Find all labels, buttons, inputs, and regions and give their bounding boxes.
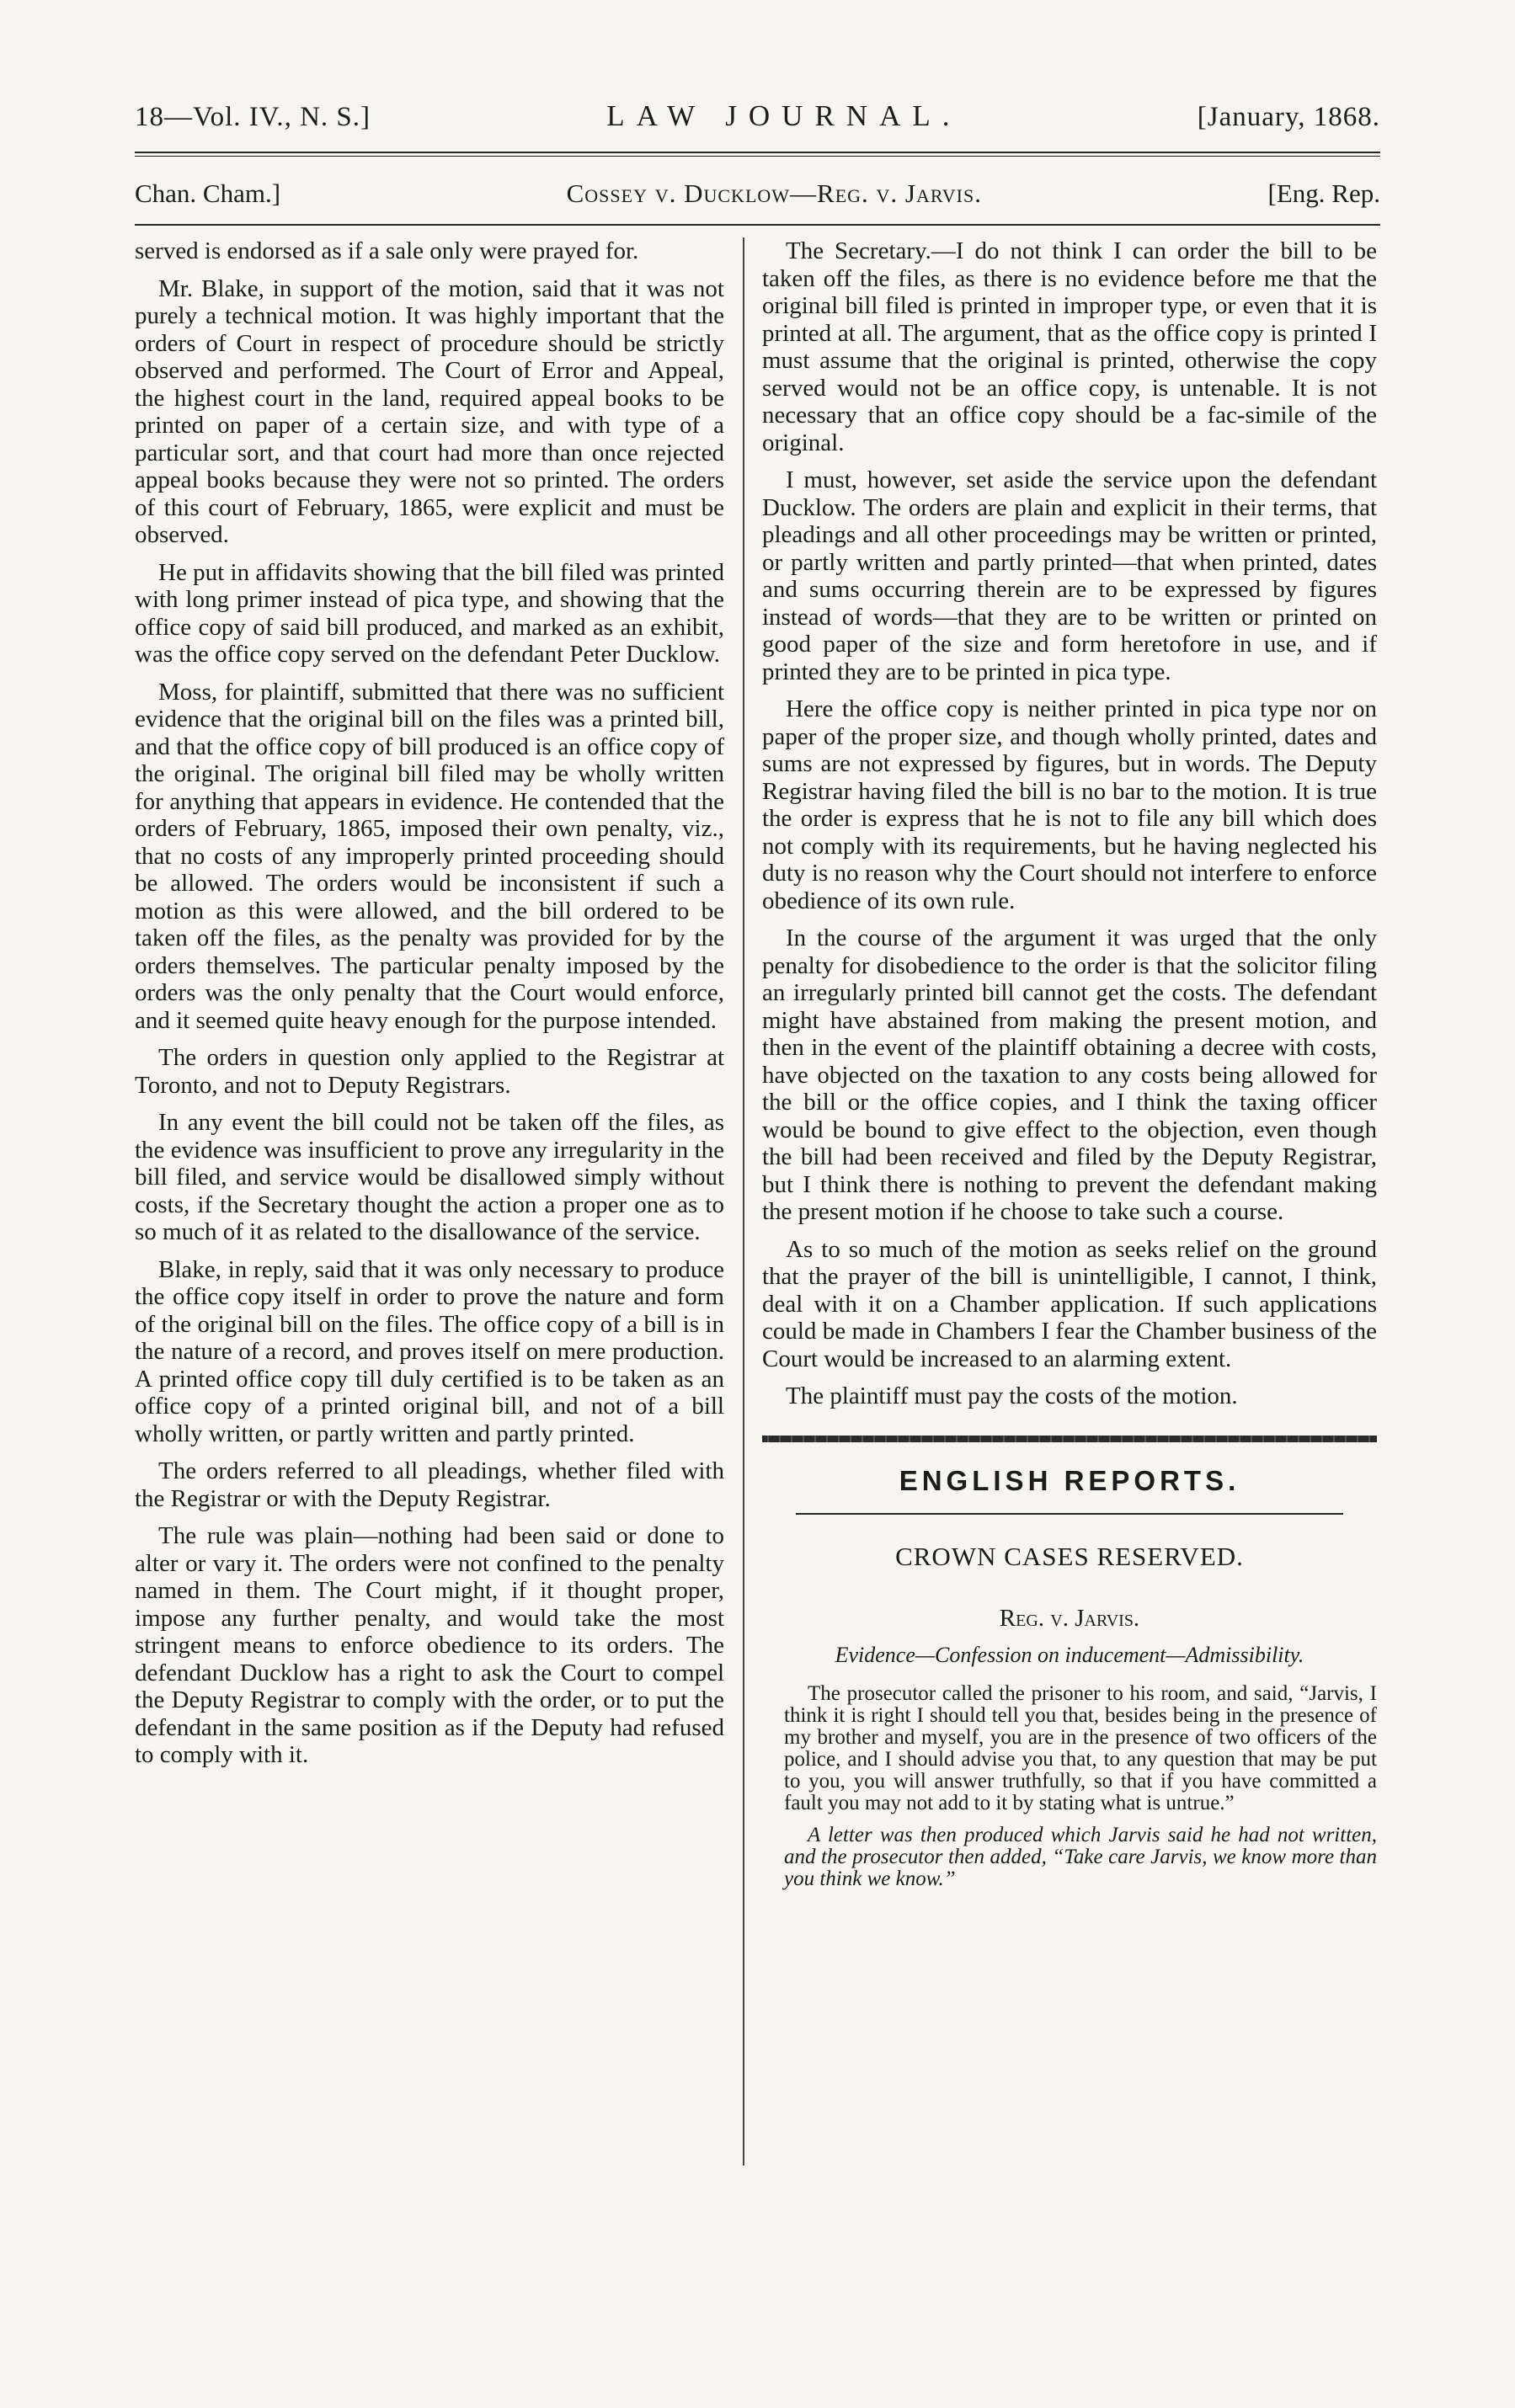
section-heading: ENGLISH REPORTS. [899, 1464, 1240, 1496]
paragraph: The orders referred to all pleadings, whether filed with the Registrar or with the Deputy Registrar. [135, 1457, 724, 1512]
paragraph: The Secretary.—I do not think I can order the bill to be taken off the files, as there is no evidence before me that the original bill filed is printed in improper type, or even that it is printed at all. The argument, that as the office copy is printed I must assume that the original is printed, otherwise the copy served would not be an office copy, is untenable. It is not necessary that an office copy should be a fac-simile of the original. [762, 237, 1377, 456]
paragraph: He put in affidavits showing that the bill filed was printed with long primer instead of pica type, and showing that the office copy of said bill produced, and marked as an exhibit, was the office copy served on the defendant Peter Ducklow. [135, 558, 724, 668]
paragraph: Blake, in reply, said that it was only necessary to produce the office copy itself in order to prove the nature and form of the original bill on the files. The office copy of a bill is in the nature of a record, and proves itself on mere production. A printed office copy till duly certified is to be taken as an office copy of a printed original bill, and not of a bill wholly written, or partly written and partly printed. [135, 1255, 724, 1447]
left-column [135, 237, 724, 2240]
paragraph: Moss, for plaintiff, submitted that there was no sufficient evidence that the original bill on the files was a printed bill, and that the office copy of bill produced is an office copy of the original. The original bill filed may be wholly written for anything that appears in evidence. He contended that the orders of February, 1865, imposed their own penalty, viz., that no costs of any improperly printed proceeding should be allowed. The orders would be inconsistent if such a motion as this were allowed, and the bill ordered to be taken off the files, as the penalty was provided for by the orders themselves. The particular penalty imposed by the orders was the only penalty that the Court would enforce, and it seemed quite heavy enough for the purpose intended. [135, 678, 724, 1034]
right-column [762, 237, 1377, 2240]
running-header [135, 99, 1380, 133]
case-header-title: Cossey v. Ducklow—Reg. v. Jarvis. [566, 178, 982, 208]
case-header-report: [Eng. Rep. [1267, 178, 1380, 208]
case-statement: The prosecutor called the prisoner to his room, and said, “Jarvis, I think it is right I should tell you that, besides being in the presence of my brother and myself, you are in the presence of two officers of the police, and I should advise you that, to any question that may be put to you, you will answer truthfully, so that if you have committed a fault you may not add to it by stating what is untrue.” [784, 1681, 1377, 1814]
paragraph: In any event the bill could not be taken off the files, as the evidence was insufficient to prove any irregularity in the bill filed, and service would be disallowed simply without costs, if the Secretary thought the action a proper one as to so much of it as related to the disallowance of the service. [135, 1109, 724, 1245]
paragraph: Mr. Blake, in support of the motion, said that it was not purely a technical motion. It was highly important that the orders of Court in respect of procedure should be strictly observed and performed. The Court of Error and Appeal, the highest court in the land, required appeal books to be printed on paper of a certain size, and with type of a particular sort, and that court had more than once rejected appeal books because they were not so printed. The orders of this court of February, 1865, were explicit and must be observed. [135, 274, 724, 548]
header-date: [January, 1868. [1197, 102, 1380, 132]
case-header-rule [135, 224, 1380, 226]
case-statement-continued: A letter was then produced which Jarvis said he had not written, and the prosecutor then added, “Take care Jarvis, we know more than you think we know.” [784, 1823, 1377, 1890]
paragraph: I must, however, set aside the service upon the defendant Ducklow. The orders are plain and explicit in their terms, that pleadings and all other proceedings may be written or printed, or partly written and partly printed—that when printed, dates and sums occurring therein are to be expressed by figures instead of words—that they are to be written or printed on good paper of the size and form heretofore in use, and if printed they are to be printed in pica type. [762, 466, 1377, 685]
paragraph: served is endorsed as if a sale only were prayed for. [135, 237, 639, 264]
paragraph: In the course of the argument it was urged that the only penalty for disobedience to the order is that the solicitor filing an irregularly printed bill cannot get the costs. The defendant might have abstained from making the present motion, and then in the event of the plaintiff obtaining a decree with costs, have objected on the taxation to any costs being allowed for the bill or the office copies, and I think the taxing officer would be bound to give effect to the objection, even though the bill had been received and filed by the Deputy Registrar, but I think there is nothing to prevent the defendant making the present motion if he choose to take such a course. [762, 924, 1377, 1225]
paragraph: As to so much of the motion as seeks relief on the ground that the prayer of the bill is unintelligible, I cannot, I think, deal with it on a Chamber application. If such applications could be made in Chambers I fear the Chamber business of the Court would be increased to an alarming extent. [762, 1235, 1377, 1372]
paragraph: The plaintiff must pay the costs of the motion. [786, 1382, 1238, 1409]
paragraph: Here the office copy is neither printed in pica type nor on paper of the proper size, and though wholly printed, dates and sums are not expressed by figures, but in words. The Deputy Registrar having filed the bill is no bar to the motion. It is true the order is express that he is not to file any bill which does not comply with its requirements, but he having neglected his duty is no reason why the Court should not interfere to enforce obedience of its own rule. [762, 695, 1377, 914]
header-double-rule [135, 152, 1380, 157]
paragraph: The orders in question only applied to the Registrar at Toronto, and not to Deputy Registrars. [135, 1044, 724, 1099]
section-divider [762, 1436, 1377, 1442]
header-journal-title: LAW JOURNAL. [606, 99, 962, 132]
case-title: Reg. v. Jarvis. [999, 1604, 1140, 1632]
case-header [135, 178, 1380, 209]
header-volume: 18—Vol. IV., N. S.] [135, 102, 371, 132]
headnote: Evidence—Confession on inducement—Admissibility. [835, 1643, 1304, 1667]
paragraph: The rule was plain—nothing had been said or done to alter or vary it. The orders were not confined to the penalty named in them. The Court might, if it thought proper, impose any further penalty, and would take the most stringent means to enforce obedience to its orders. The defendant Ducklow has a right to ask the Court to compel the Deputy Registrar to comply with the order, or to put the defendant in the same position as if the Deputy had refused to comply with it. [135, 1522, 724, 1768]
case-header-court: Chan. Cham.] [135, 178, 281, 208]
section-rule [796, 1513, 1343, 1515]
column-divider [743, 237, 744, 2166]
subsection-heading: CROWN CASES RESERVED. [895, 1542, 1244, 1571]
